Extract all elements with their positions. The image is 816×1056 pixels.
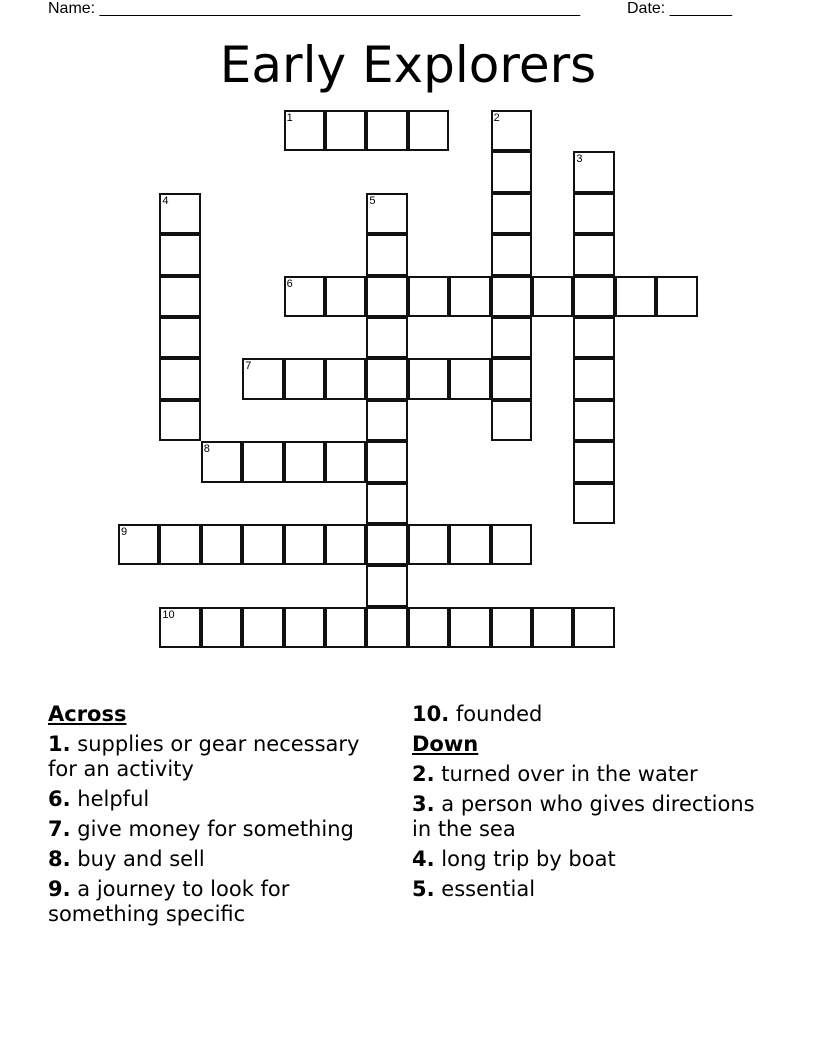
crossword-cell[interactable] xyxy=(449,607,490,648)
clue-text: supplies or gear necessary for an activity xyxy=(48,732,360,781)
crossword-cell[interactable] xyxy=(573,400,614,441)
crossword-cell[interactable] xyxy=(491,276,532,317)
crossword-cell[interactable] xyxy=(573,276,614,317)
crossword-cell[interactable] xyxy=(159,607,200,648)
clue-across-8 xyxy=(48,847,393,872)
clue-number: 4. xyxy=(412,847,435,871)
clue-number: 9. xyxy=(48,877,71,901)
crossword-cell[interactable] xyxy=(366,441,407,482)
crossword-cell[interactable] xyxy=(366,358,407,399)
clue-number-label: 5 xyxy=(369,194,376,207)
clue-number: 3. xyxy=(412,792,435,816)
clue-across-1 xyxy=(48,732,393,782)
crossword-cell[interactable] xyxy=(284,276,325,317)
crossword-cell[interactable] xyxy=(532,276,573,317)
crossword-cell[interactable] xyxy=(201,524,242,565)
crossword-cell[interactable] xyxy=(491,524,532,565)
crossword-cell[interactable] xyxy=(284,441,325,482)
crossword-cell[interactable] xyxy=(573,193,614,234)
crossword-cell[interactable] xyxy=(366,483,407,524)
crossword-cell[interactable] xyxy=(325,607,366,648)
crossword-cell[interactable] xyxy=(532,607,573,648)
clue-number: 6. xyxy=(48,787,71,811)
date-field[interactable]: Date: _______ xyxy=(627,0,732,17)
crossword-cell[interactable] xyxy=(491,358,532,399)
crossword-cell[interactable] xyxy=(284,524,325,565)
clue-text: a journey to look for something specific xyxy=(48,877,290,926)
crossword-cell[interactable] xyxy=(573,234,614,275)
clue-down-2 xyxy=(412,762,762,787)
crossword-cell[interactable] xyxy=(159,317,200,358)
crossword-cell[interactable] xyxy=(491,607,532,648)
crossword-cell[interactable] xyxy=(449,358,490,399)
crossword-cell[interactable] xyxy=(242,607,283,648)
crossword-cell[interactable] xyxy=(284,358,325,399)
crossword-cell[interactable] xyxy=(366,110,407,151)
clue-text: a person who gives directions in the sea xyxy=(412,792,755,841)
clue-number-label: 1 xyxy=(286,112,293,124)
crossword-cell[interactable] xyxy=(366,193,407,234)
crossword-cell[interactable] xyxy=(159,193,200,234)
clue-number-label: 4 xyxy=(162,194,169,207)
clue-across-10 xyxy=(412,702,762,727)
page-title: Early Explorers xyxy=(219,36,597,94)
clue-number: 10. xyxy=(412,702,450,726)
crossword-cell[interactable] xyxy=(491,110,532,151)
crossword-cell[interactable] xyxy=(159,276,200,317)
clue-number: 5. xyxy=(412,877,435,901)
clue-text: long trip by boat xyxy=(441,847,616,871)
header xyxy=(48,0,740,22)
clue-number-label: 3 xyxy=(576,153,583,166)
crossword-cell[interactable] xyxy=(491,193,532,234)
clue-number: 7. xyxy=(48,817,71,841)
crossword-cell[interactable] xyxy=(242,524,283,565)
crossword-cell[interactable] xyxy=(573,358,614,399)
clue-text: buy and sell xyxy=(77,847,205,871)
clue-text: founded xyxy=(455,702,543,726)
clue-number-label: 8 xyxy=(203,443,210,456)
crossword-cell[interactable] xyxy=(325,441,366,482)
clue-down-5 xyxy=(412,877,762,902)
crossword-cell[interactable] xyxy=(201,607,242,648)
across-heading: Across xyxy=(48,702,127,726)
crossword-cell[interactable] xyxy=(491,400,532,441)
crossword-cell[interactable] xyxy=(408,276,449,317)
clue-number-label: 9 xyxy=(121,526,128,538)
crossword-cell[interactable] xyxy=(159,358,200,399)
clues-right-column xyxy=(412,702,762,907)
crossword-cell[interactable] xyxy=(284,607,325,648)
crossword-cell[interactable] xyxy=(408,607,449,648)
crossword-cell[interactable] xyxy=(449,276,490,317)
clue-text: essential xyxy=(441,877,536,901)
clue-number: 8. xyxy=(48,847,71,871)
crossword-cell[interactable] xyxy=(408,524,449,565)
down-heading: Down xyxy=(412,732,479,756)
clue-number-label: 10 xyxy=(162,608,175,621)
crossword-cell[interactable] xyxy=(573,483,614,524)
crossword-cell[interactable] xyxy=(573,151,614,192)
crossword-cell[interactable] xyxy=(325,358,366,399)
crossword-cell[interactable] xyxy=(573,441,614,482)
clue-across-9 xyxy=(48,877,393,927)
crossword-cell[interactable] xyxy=(408,358,449,399)
crossword-cell[interactable] xyxy=(118,524,159,565)
clue-text: helpful xyxy=(77,787,150,811)
crossword-cell[interactable] xyxy=(159,400,200,441)
crossword-cell[interactable] xyxy=(366,524,407,565)
clue-number-label: 7 xyxy=(245,360,252,373)
crossword-cell[interactable] xyxy=(325,524,366,565)
crossword-cell[interactable] xyxy=(573,317,614,358)
clue-across-6 xyxy=(48,787,393,812)
crossword-cell[interactable] xyxy=(242,441,283,482)
clue-text: turned over in the water xyxy=(441,762,698,786)
crossword-cell[interactable] xyxy=(284,110,325,151)
name-field[interactable]: Name: ______________________________________________________ xyxy=(48,0,581,17)
crossword-cell[interactable] xyxy=(201,441,242,482)
crossword-cell[interactable] xyxy=(615,276,656,317)
clue-number: 1. xyxy=(48,732,71,756)
crossword-cell[interactable] xyxy=(325,276,366,317)
clue-down-4 xyxy=(412,847,762,872)
clue-text: give money for something xyxy=(77,817,354,841)
crossword-cell[interactable] xyxy=(366,565,407,606)
crossword-cell[interactable] xyxy=(491,234,532,275)
crossword-cell[interactable] xyxy=(656,276,697,317)
clue-number-label: 6 xyxy=(286,277,293,290)
crossword-cell[interactable] xyxy=(325,110,366,151)
crossword-cell[interactable] xyxy=(242,358,283,399)
clue-number-label: 2 xyxy=(493,112,500,124)
clue-down-3 xyxy=(412,792,762,842)
clues-left-column xyxy=(48,702,393,932)
clue-number: 2. xyxy=(412,762,435,786)
crossword-cell[interactable] xyxy=(366,317,407,358)
crossword-cell[interactable] xyxy=(491,317,532,358)
crossword-cell[interactable] xyxy=(159,234,200,275)
crossword-cell[interactable] xyxy=(366,234,407,275)
crossword-cell[interactable] xyxy=(449,524,490,565)
crossword-cell[interactable] xyxy=(366,276,407,317)
crossword-cell[interactable] xyxy=(366,400,407,441)
crossword-cell[interactable] xyxy=(366,607,407,648)
crossword-cell[interactable] xyxy=(491,151,532,192)
crossword-cell[interactable] xyxy=(159,524,200,565)
crossword-cell[interactable] xyxy=(573,607,614,648)
crossword-cell[interactable] xyxy=(408,110,449,151)
clue-across-7 xyxy=(48,817,393,842)
